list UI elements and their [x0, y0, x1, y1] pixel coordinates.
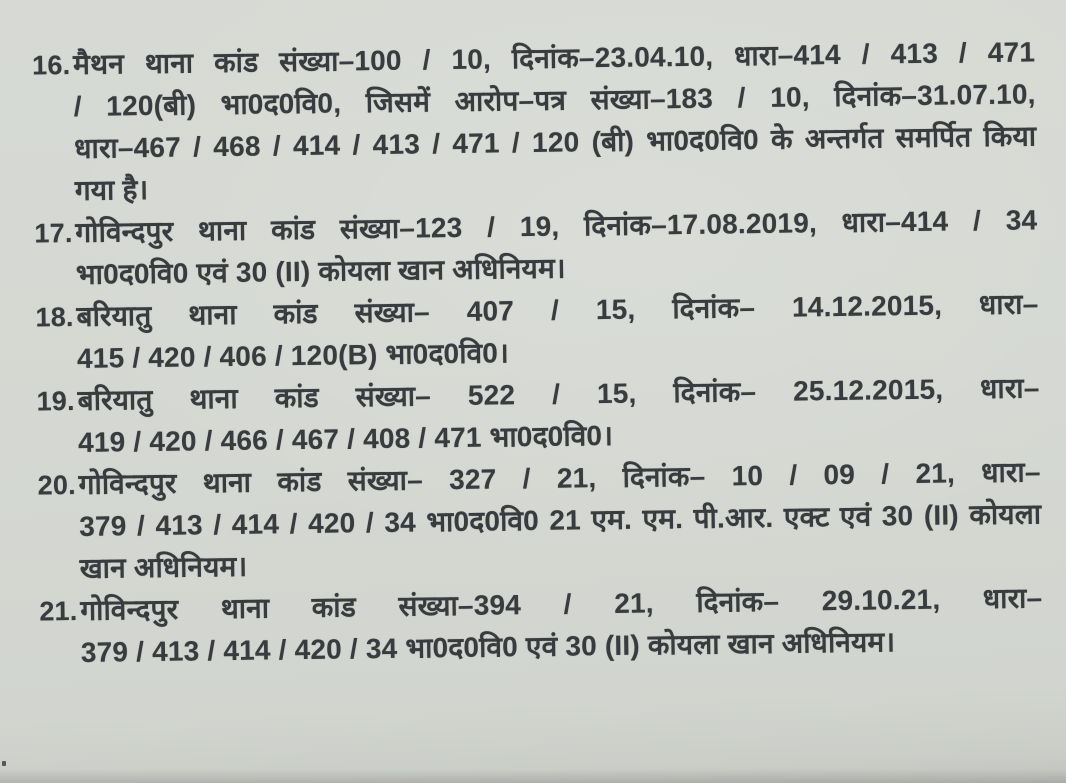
case-number: 17.	[34, 218, 73, 249]
case-line: गोविन्दपुर थाना कांड संख्या–394 / 21, दिनांक– 29.10.21, धारा–	[80, 582, 1043, 626]
case-item	[3, 577, 1043, 675]
case-text	[77, 367, 1040, 464]
case-number: 21.	[39, 595, 78, 627]
case-item	[0, 199, 1038, 297]
case-line: 415 / 420 / 406 / 120(B) भा0द0वि0।	[76, 337, 510, 374]
case-item	[0, 283, 1039, 381]
case-line: गया है।	[74, 174, 149, 206]
case-line: 379 / 413 / 414 / 420 / 34 भा0द0वि0 21 एम. एम. पी.आर. एक्ट एवं 30 (II) कोयला	[79, 498, 1042, 542]
case-text	[76, 283, 1039, 380]
case-line: बरियातु थाना कांड संख्या– 407 / 15, दिनांक– 14.12.2015, धारा–	[76, 288, 1039, 332]
case-item	[0, 367, 1040, 465]
case-line: 419 / 420 / 466 / 467 / 408 / 471 भा0द0वि0।	[77, 419, 614, 458]
case-number: 16.	[31, 50, 71, 81]
case-line: मैथन थाना कांड संख्या–100 / 10, दिनांक–23.04.10, धारा–414 / 413 / 471	[72, 36, 1036, 80]
case-line: / 120(बी) भा0द0वि0, जिसमें आरोप–पत्र संख्या–183 / 10, दिनांक–31.07.10,	[73, 78, 1036, 122]
case-line: गोविन्दपुर थाना कांड संख्या– 327 / 21, दिनांक– 10 / 09 / 21, धारा–	[78, 456, 1041, 500]
case-text	[78, 451, 1042, 590]
case-item	[0, 31, 1037, 213]
case-list	[0, 31, 1043, 675]
case-line: खान अधिनियम।	[79, 550, 248, 584]
case-line: बरियातु थाना कांड संख्या– 522 / 15, दिनांक– 25.12.2015, धारा–	[77, 372, 1040, 416]
case-line: भा0द0वि0 एवं 30 (II) कोयला खान अधिनियम।	[75, 252, 566, 290]
case-line: गोविन्दपुर थाना कांड संख्या–123 / 19, दिनांक–17.08.2019, धारा–414 / 34	[75, 204, 1038, 248]
scan-artifact-dot	[2, 761, 6, 766]
case-line: धारा–467 / 468 / 414 / 413 / 471 / 120 (बी) भा0द0वि0 के अन्तर्गत समर्पित किया	[74, 120, 1037, 164]
case-line: 379 / 413 / 414 / 420 / 34 भा0द0वि0 एवं 30 (II) कोयला खान अधिनियम।	[80, 626, 896, 668]
case-text	[80, 577, 1043, 674]
case-text	[75, 199, 1038, 296]
case-text	[73, 31, 1037, 212]
page-edge-shadow	[0, 769, 1066, 783]
case-number: 20.	[37, 469, 77, 501]
case-item	[1, 451, 1042, 591]
case-number: 19.	[36, 386, 75, 417]
document-page	[0, 31, 1066, 675]
case-number: 18.	[35, 302, 74, 333]
